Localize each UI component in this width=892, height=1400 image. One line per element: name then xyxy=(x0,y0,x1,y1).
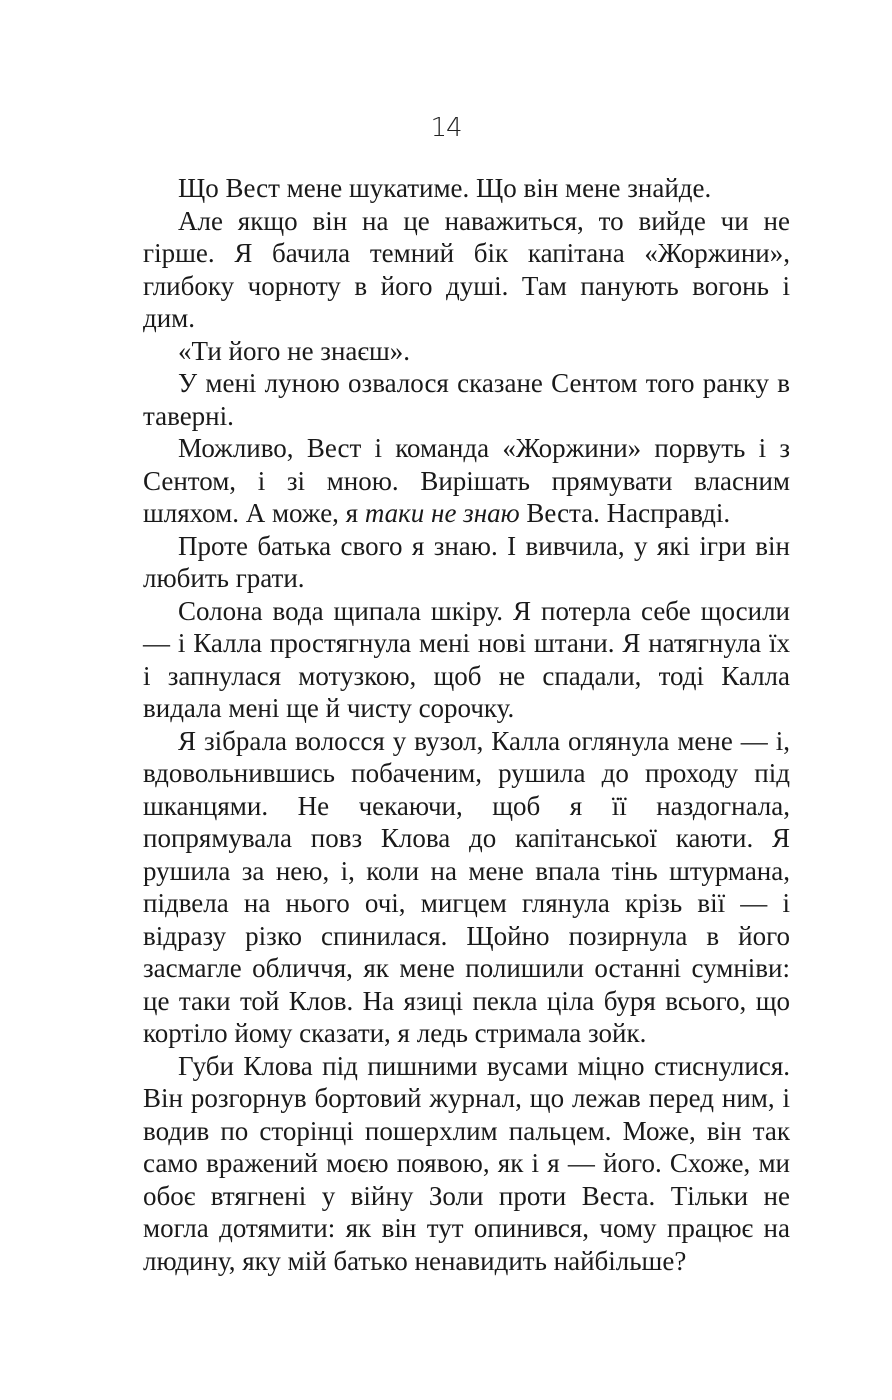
paragraph: Солона вода щипала шкіру. Я потерла себе щосили — і Калла простягнула мені нові штани. Я натягнула їх і запнулася мотузкою, щоб не спадали, тоді Калла видала мені ще й чисту сорочку. xyxy=(143,595,790,723)
paragraph: Губи Клова під пишними вусами міцно стиснулися. Він розгорнув бортовий журнал, що лежав перед ним, і водив по сторінці пошерхлим пальцем. Може, він так само вражений моєю появою, як і я — його. Схоже, ми обоє втягнені у війну Золи проти Веста. Тільки не могла дотямити: як він тут опинився, чому працює на людину, яку мій батько ненавидить найбільше? xyxy=(143,1050,790,1276)
italic-phrase: таки не знаю xyxy=(364,498,520,528)
paragraph: Можливо, Вест і команда «Жоржини» порвуть і з Сентом, і зі мною. Вирішать прямувати власним шляхом. А може, я таки не знаю Веста. Насправді. xyxy=(143,433,790,528)
page-number: 14 xyxy=(430,113,462,143)
paragraph: «Ти його не знаєш». xyxy=(178,335,411,366)
paragraph: У мені луною озвалося сказане Сентом того ранку в таверні. xyxy=(143,368,790,431)
paragraph: Що Вест мене шукатиме. Що він мене знайде. xyxy=(178,173,712,203)
body-text xyxy=(143,172,790,1277)
paragraph: Я зібрала волосся у вузол, Калла оглянула мене — і, вдовольнившись побаченим, рушила до проходу під шканцями. Не чекаючи, щоб я її наздогнала, попрямувала повз Клова до капітанської каюти. Я рушила за нею, і, коли на мене впала тінь штурмана, підвела на нього очі, мигцем глянула крізь вії — і відразу різко спинилася. Щойно позирнула в його засмагле обличчя, як мене полишили останні сумніви: це таки той Клов. На язиці пекла ціла буря всього, що кортіло йому сказати, я ледь стримала зойк. xyxy=(143,725,790,1048)
paragraph: Проте батька свого я знаю. І вивчила, у які ігри він любить грати. xyxy=(143,530,790,593)
paragraph: Але якщо він на це наважиться, то вийде чи не гірше. Я бачила темний бік капітана «Жоржини», глибоку чорноту в його душі. Там панують вогонь і дим. xyxy=(143,205,790,333)
